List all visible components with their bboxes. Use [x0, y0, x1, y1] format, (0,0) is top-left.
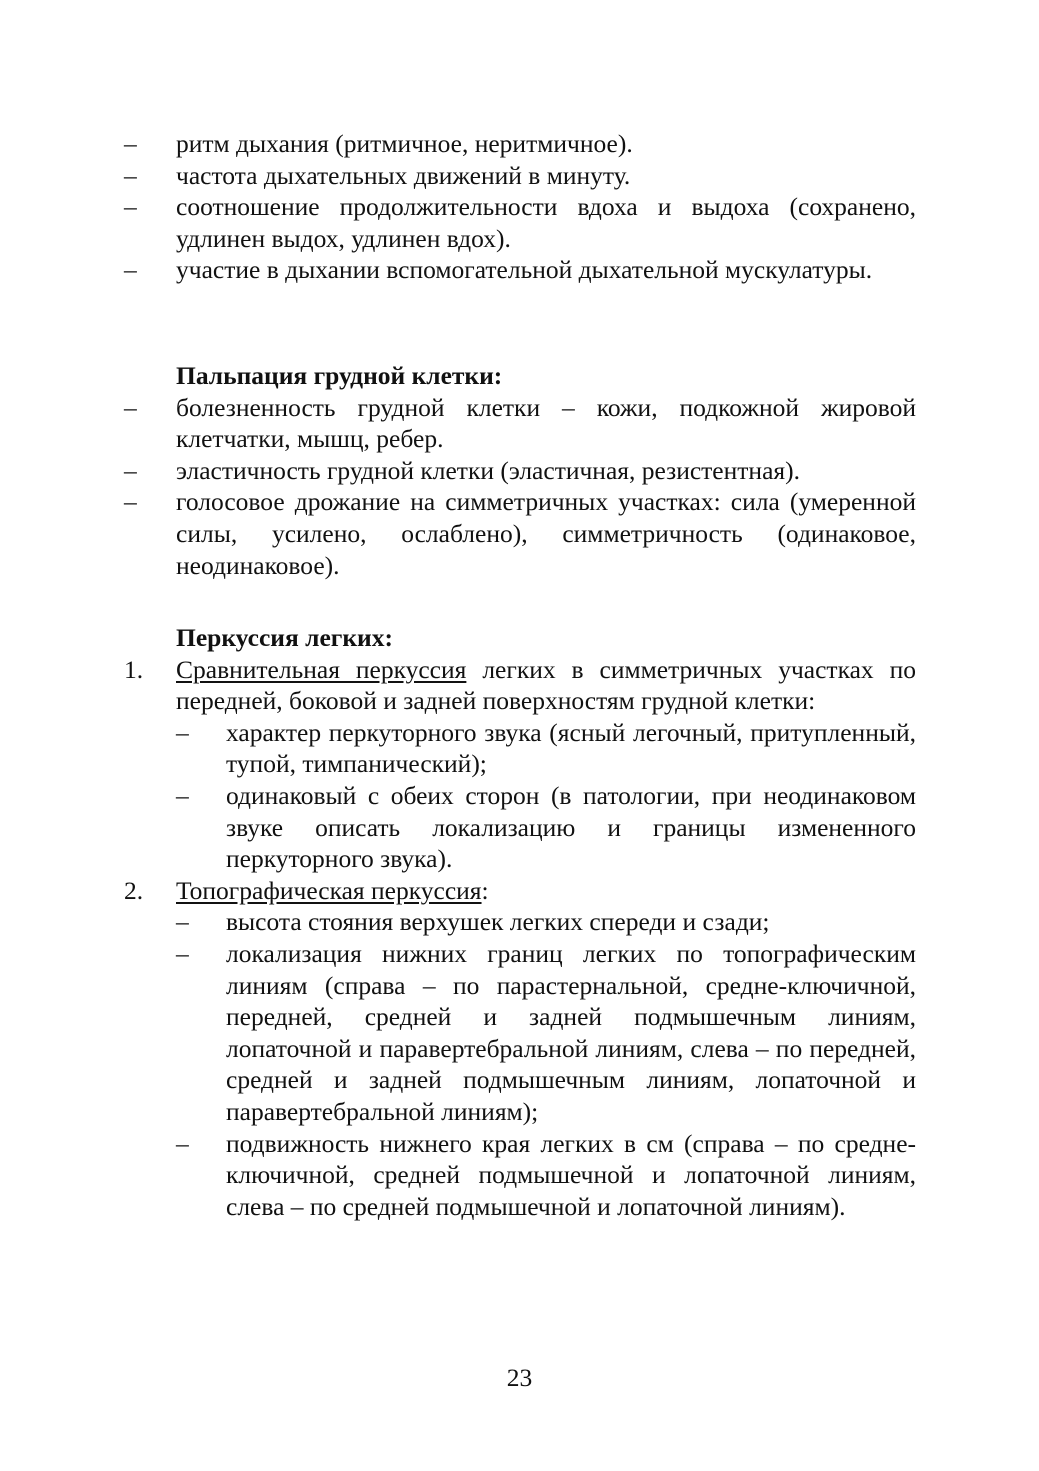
- sub-list-item: – подвижность нижнего края легких в см (справа – по средне-ключичной, средней подмышечной и лопаточной линиям, слева – по средней подмышечной и лопаточной линиям).: [176, 1128, 916, 1221]
- dash-marker: –: [124, 255, 137, 285]
- underlined-term: Сравнительная перкуссия: [176, 654, 467, 684]
- page-number: 23: [506, 1363, 533, 1392]
- breathing-list: [0, 128, 1039, 286]
- percussion-section: [0, 622, 1039, 1222]
- dash-marker: –: [176, 1128, 189, 1158]
- list-item: – голосовое дрожание на симметричных участках: сила (умеренной силы, усилено, ослаблено), симметричность (одинаковое, неодинаковое).: [124, 487, 916, 580]
- dash-marker: –: [176, 938, 189, 968]
- dash-marker: –: [124, 129, 137, 158]
- dash-marker: –: [124, 392, 137, 422]
- list-item: – участие в дыхании вспомогательной дыхательной мускулатуры.: [124, 255, 873, 285]
- item-number: 2.: [124, 875, 144, 905]
- sub-list-item: – одинаковый с обеих сторон (в патологии, при неодинаковом звуке описать локализацию и границы измененного перкуторного звука).: [176, 780, 916, 874]
- palpation-section: [0, 360, 1039, 581]
- list-item: – ритм дыхания (ритмичное, неритмичное).: [124, 129, 633, 158]
- dash-marker: –: [176, 780, 189, 810]
- dash-marker: –: [176, 717, 189, 747]
- sub-list-item: – высота стояния верхушек легких спереди и сзади;: [176, 907, 770, 937]
- dash-marker: –: [124, 192, 137, 222]
- underlined-term: Топографическая перкуссия: [176, 875, 482, 905]
- list-item: – болезненность грудной клетки – кожи, подкожной жировой клетчатки, мышц, ребер.: [124, 392, 916, 454]
- dash-marker: –: [176, 907, 189, 937]
- list-item: – частота дыхательных движений в минуту.: [124, 160, 631, 190]
- list-item: – соотношение продолжительности вдоха и выдоха (сохранено, удлинен выдох, удлинен вдох).: [124, 192, 916, 253]
- dash-marker: –: [124, 160, 137, 190]
- percussion-heading: Перкуссия легких:: [176, 623, 393, 652]
- palpation-heading: Пальпация грудной клетки:: [176, 361, 503, 390]
- sub-list-item: – характер перкуторного звука (ясный легочный, притупленный, тупой, тимпанический);: [176, 717, 916, 779]
- dash-marker: –: [124, 455, 137, 485]
- item-number: 1.: [124, 654, 144, 684]
- numbered-item: 2. Топографическая перкуссия:: [124, 875, 489, 905]
- sub-list-item: – локализация нижних границ легких по топографическим линиям (справа – по парастернальной, средне-ключичной, передней, средней и задней подмышечным линиям, лопаточной и паравертебральной линиям, слева – по передней, средней и задней подмышечным линиям, лопаточной и паравертебральной линиям);: [176, 938, 916, 1126]
- list-item: – эластичность грудной клетки (эластичная, резистентная).: [124, 455, 800, 485]
- numbered-item: 1. Сравнительная перкуссия легких в симметричных участках по передней, боковой и задней поверхностям грудной клетки:: [124, 654, 916, 716]
- dash-marker: –: [124, 487, 137, 517]
